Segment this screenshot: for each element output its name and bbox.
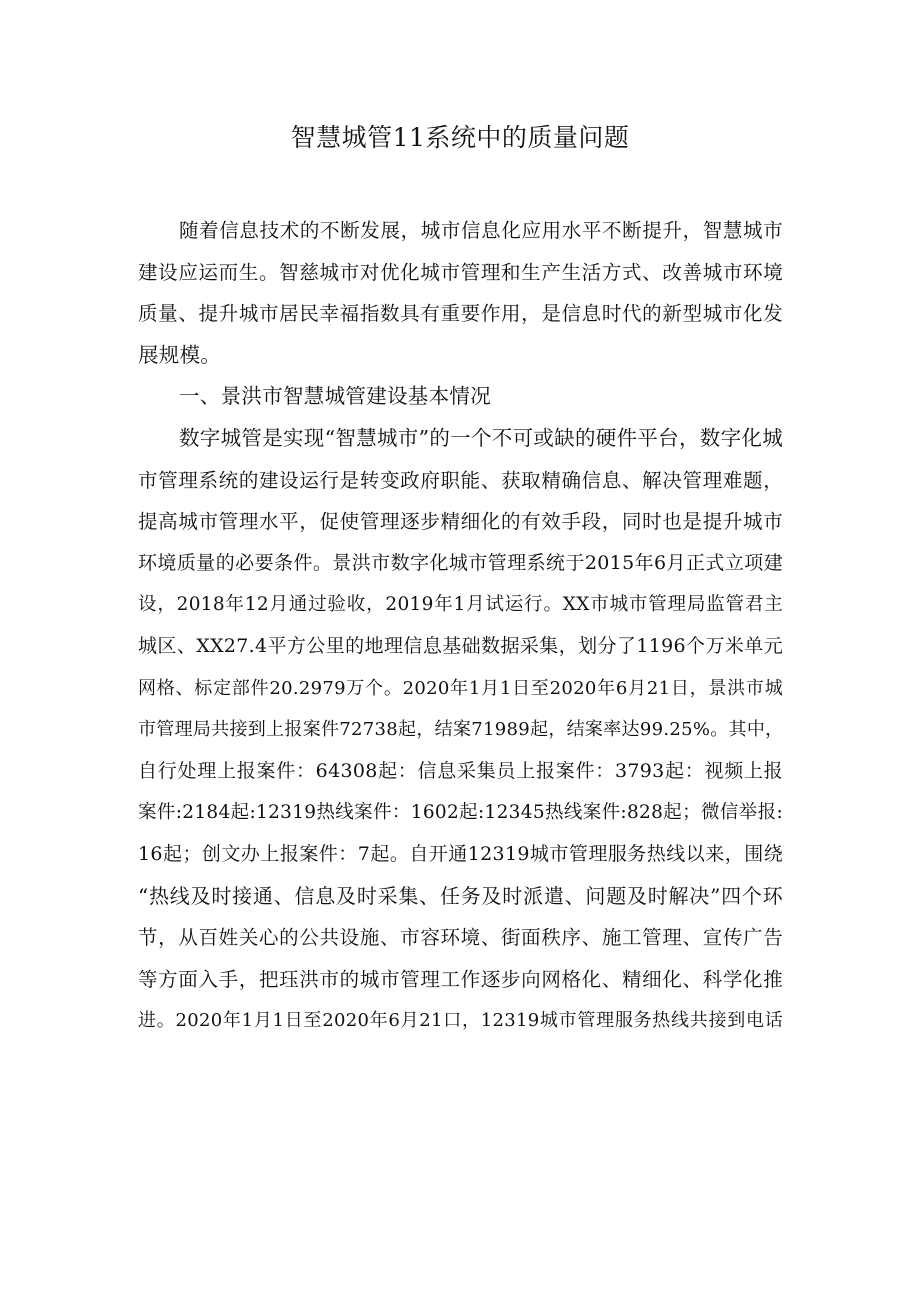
- text-line: 展规模。: [138, 342, 222, 367]
- text-line: 城区、XX27.4平方公里的地理信息基础数据采集，划分了1196个万米单元: [138, 634, 783, 657]
- document-title: 智慧城管11系统中的质量问题: [290, 123, 630, 152]
- text-line: 提高城市管理水平，促使管理逐步精细化的有效手段，同时也是提升城市: [138, 510, 783, 534]
- text-line: 数字城管是实现“智慧城市”的一个不可或缺的硬件平台，数字化城: [179, 425, 783, 450]
- text-line: 质量、提升城市居民幸福指数具有重要作用，是信息时代的新型城市化发: [138, 302, 783, 326]
- text-line: 16起；创文办上报案件：7起。自开通12319城市管理服务热线以来，围绕: [138, 842, 783, 865]
- text-line: 自行处理上报案件：64308起：信息采集员上报案件：3793起：视频上报: [138, 759, 783, 782]
- text-line: 市管理局共接到上报案件72738起，结案71989起，结案率达99.25%。其中，: [138, 719, 784, 741]
- text-line: 市管理系统的建设运行是转变政府职能、获取精确信息、解决管理难题，: [138, 468, 783, 492]
- document-body: [138, 210, 783, 1042]
- text-line: 案件:2184起:12319热线案件：1602起:12345热线案件:828起；微信举报:: [138, 802, 783, 824]
- text-line: “热线及时接通、信息及时采集、任务及时派遣、问题及时解决”四个环: [138, 883, 783, 908]
- text-line: 等方面入手，把珏洪市的城市管理工作逐步向网格化、精细化、科学化推: [138, 967, 783, 991]
- text-line: 随着信息技术的不断发展，城市信息化应用水平不断提升，智慧城市: [179, 219, 783, 242]
- text-line: 环境质量的必要条件。景洪市数字化城市管理系统于2015年6月正式立项建: [138, 551, 783, 574]
- text-line: 节，从百姓关心的公共设施、市容环境、街面秩序、施工管理、宣传广告: [138, 926, 783, 950]
- text-line: 网格、标定部件20.2979万个。2020年1月1日至2020年6月21日，景洪市城: [138, 677, 783, 699]
- text-line: 进。2020年1月1日至2020年6月21口，12319城市管理服务热线共接到电话: [138, 1010, 783, 1032]
- text-line: 建设应运而生。智慈城市对优化城市管理和生产生活方式、改善城市环境: [138, 260, 783, 284]
- text-line: 设，2018年12月通过验收，2019年1月试运行。XX市城市管理局监管君主: [138, 594, 783, 616]
- text-line: 一、景洪市智慧城管建设基本情况: [179, 384, 491, 409]
